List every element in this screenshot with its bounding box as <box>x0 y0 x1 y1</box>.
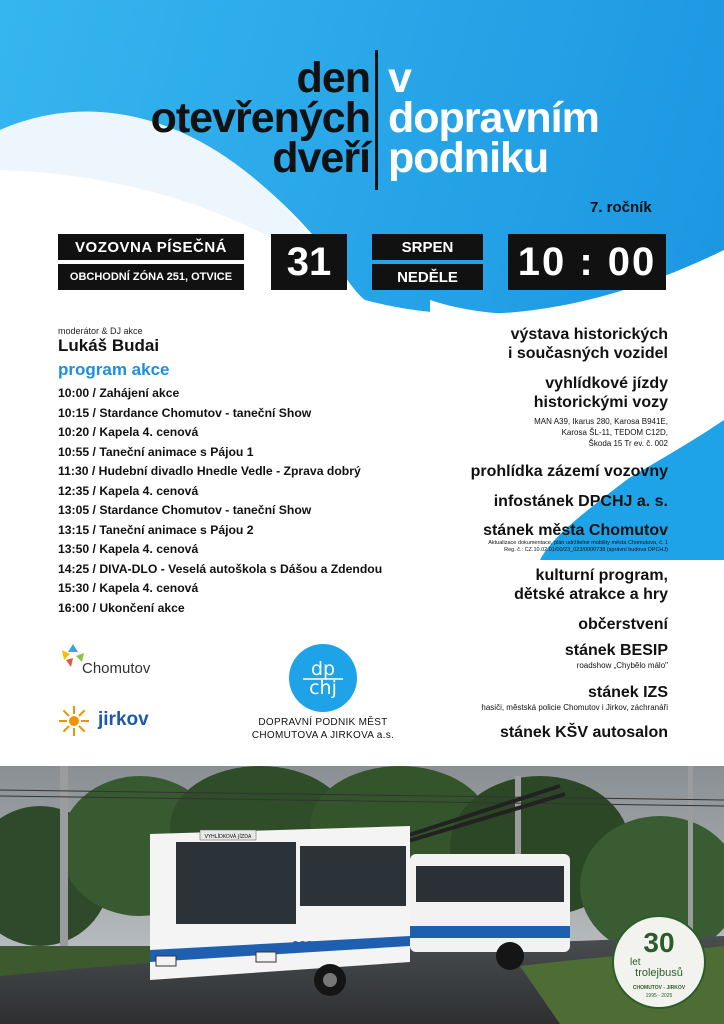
attraction-note: Karosa ŠL-11, TEDOM C12D, <box>561 428 668 437</box>
attraction-heading: stánek BESIP <box>564 642 668 659</box>
attraction-heading: stánek města Chomutov <box>483 522 668 539</box>
attraction-note: hasiči, městská policie Chomutov i Jirkov, záchranáři <box>481 703 668 712</box>
attraction-besip <box>565 641 668 671</box>
address-box: OBCHODNÍ ZÓNA 251, OTVICE <box>58 264 244 290</box>
chomutov-logo <box>58 640 151 677</box>
attraction-heading: stánek IZS <box>587 684 668 701</box>
attraction-refreshments <box>578 615 668 634</box>
program-title: program akce <box>58 360 170 379</box>
attraction-heading: stánek KŠV autosalon <box>499 724 668 741</box>
jirkov-logo-text: jirkov <box>98 709 149 730</box>
program-item: 14:25 / DIVA-DLO - Veselá autoškola s Dášou a Zdendou <box>58 561 383 576</box>
program-item: 10:55 / Taneční animace s Pájou 1 <box>58 444 254 459</box>
attraction-heading: vyhlídkové jízdy <box>545 375 668 392</box>
program-item: 10:15 / Stardance Chomutov - taneční Show <box>58 405 312 420</box>
program-item: 13:05 / Stardance Chomutov - taneční Show <box>58 503 312 517</box>
dpchj-mark-top: dp <box>310 658 336 680</box>
attraction-note: Aktualizace dokumentace, plán udržitelné mobility města Chomutova, č. 1 <box>488 540 668 546</box>
attraction-city-stand <box>483 521 668 554</box>
attraction-heading: výstava historických <box>510 326 668 343</box>
attraction-rides <box>534 374 668 449</box>
program-item: 10:00 / Zahájení akce <box>58 386 180 400</box>
time-box: 10 : 00 <box>508 234 666 290</box>
attraction-infostand <box>494 492 668 511</box>
program-item: 10:20 / Kapela 4. cenová <box>58 425 199 439</box>
title-line: dopravním <box>388 94 599 142</box>
moderator-name: Lukáš Budai <box>58 336 160 355</box>
badge-word: trolejbusů <box>635 967 683 979</box>
program-item: 11:30 / Hudební divadlo Hnedle Vedle - Zprava dobrý <box>58 464 361 478</box>
jirkov-logo <box>58 705 149 742</box>
badge-years: 1995 - 2025 <box>645 993 673 999</box>
dpchj-mark <box>289 644 357 712</box>
attraction-exhibition <box>508 325 668 363</box>
attraction-note: MAN A39, Ikarus 280, Karosa B941E, <box>534 417 668 426</box>
attraction-heading: prohlídka zázemí vozovny <box>470 463 668 480</box>
attraction-depot-tour <box>471 462 668 481</box>
dpchj-mark-bottom: chj <box>309 677 337 699</box>
program-item: 12:35 / Kapela 4. cenová <box>58 483 199 498</box>
attraction-note: Škoda 15 Tr ev. č. 002 <box>588 439 668 448</box>
title-line: podniku <box>388 134 549 182</box>
badge-number: 30 <box>643 927 675 958</box>
title-right <box>388 54 599 182</box>
month-box: SRPEN <box>372 234 483 260</box>
badge-subtitle: CHOMUTOV - JIRKOV <box>632 985 686 991</box>
program-list <box>58 384 382 618</box>
title-line: otevřených <box>150 94 370 142</box>
title-divider <box>375 50 378 190</box>
attraction-heading: občerstvení <box>578 616 668 633</box>
bus-number: 008 <box>292 940 313 951</box>
attraction-izs <box>481 683 668 713</box>
edition-label: 7. ročník <box>590 199 652 216</box>
title-left <box>150 54 370 182</box>
attraction-heading: kulturní program, <box>535 567 668 584</box>
attraction-culture <box>514 566 668 604</box>
weekday-box: NEDĚLE <box>372 264 483 290</box>
dpchj-company-name <box>240 716 406 742</box>
attraction-heading: dětské atrakce a hry <box>514 586 668 603</box>
moderator-label: moderátor & DJ akce <box>58 326 143 336</box>
dpchj-name-line: CHOMUTOVA A JIRKOVA a.s. <box>251 730 395 741</box>
jirkov-sun-icon <box>58 705 90 737</box>
program-item: 15:30 / Kapela 4. cenová <box>58 581 199 595</box>
dpchj-name-line: DOPRAVNÍ PODNIK MĚST <box>258 717 388 728</box>
bus-destination-sign: VYHLÍDKOVÁ JÍZDA <box>204 834 252 840</box>
program-item: 13:15 / Taneční animace s Pájou 2 <box>58 522 254 537</box>
program-item: 13:50 / Kapela 4. cenová <box>58 542 199 556</box>
attraction-note: Reg. č.: CZ.10.02.01/00/23_023/0000738 (správní budova DPCHJ) <box>504 547 668 553</box>
title-line: den <box>296 54 370 102</box>
chomutov-logo-text: Chomutov <box>82 660 151 677</box>
day-box: 31 <box>271 234 347 290</box>
anniversary-badge <box>612 915 706 1009</box>
attraction-heading: historickými vozy <box>533 394 668 411</box>
program-item: 16:00 / Ukončení akce <box>58 600 185 615</box>
title-line: dveří <box>272 134 370 182</box>
attraction-ksv <box>500 723 668 742</box>
venue-box: VOZOVNA PÍSEČNÁ <box>58 234 244 260</box>
title-line: v <box>388 54 411 102</box>
attraction-heading: i současných vozidel <box>507 345 668 362</box>
attraction-heading: infostánek DPCHJ a. s. <box>493 493 668 510</box>
attraction-note: roadshow „Chybělo málo" <box>576 661 668 670</box>
badge-let: let <box>630 957 641 968</box>
dpchj-logo-icon <box>289 644 357 712</box>
